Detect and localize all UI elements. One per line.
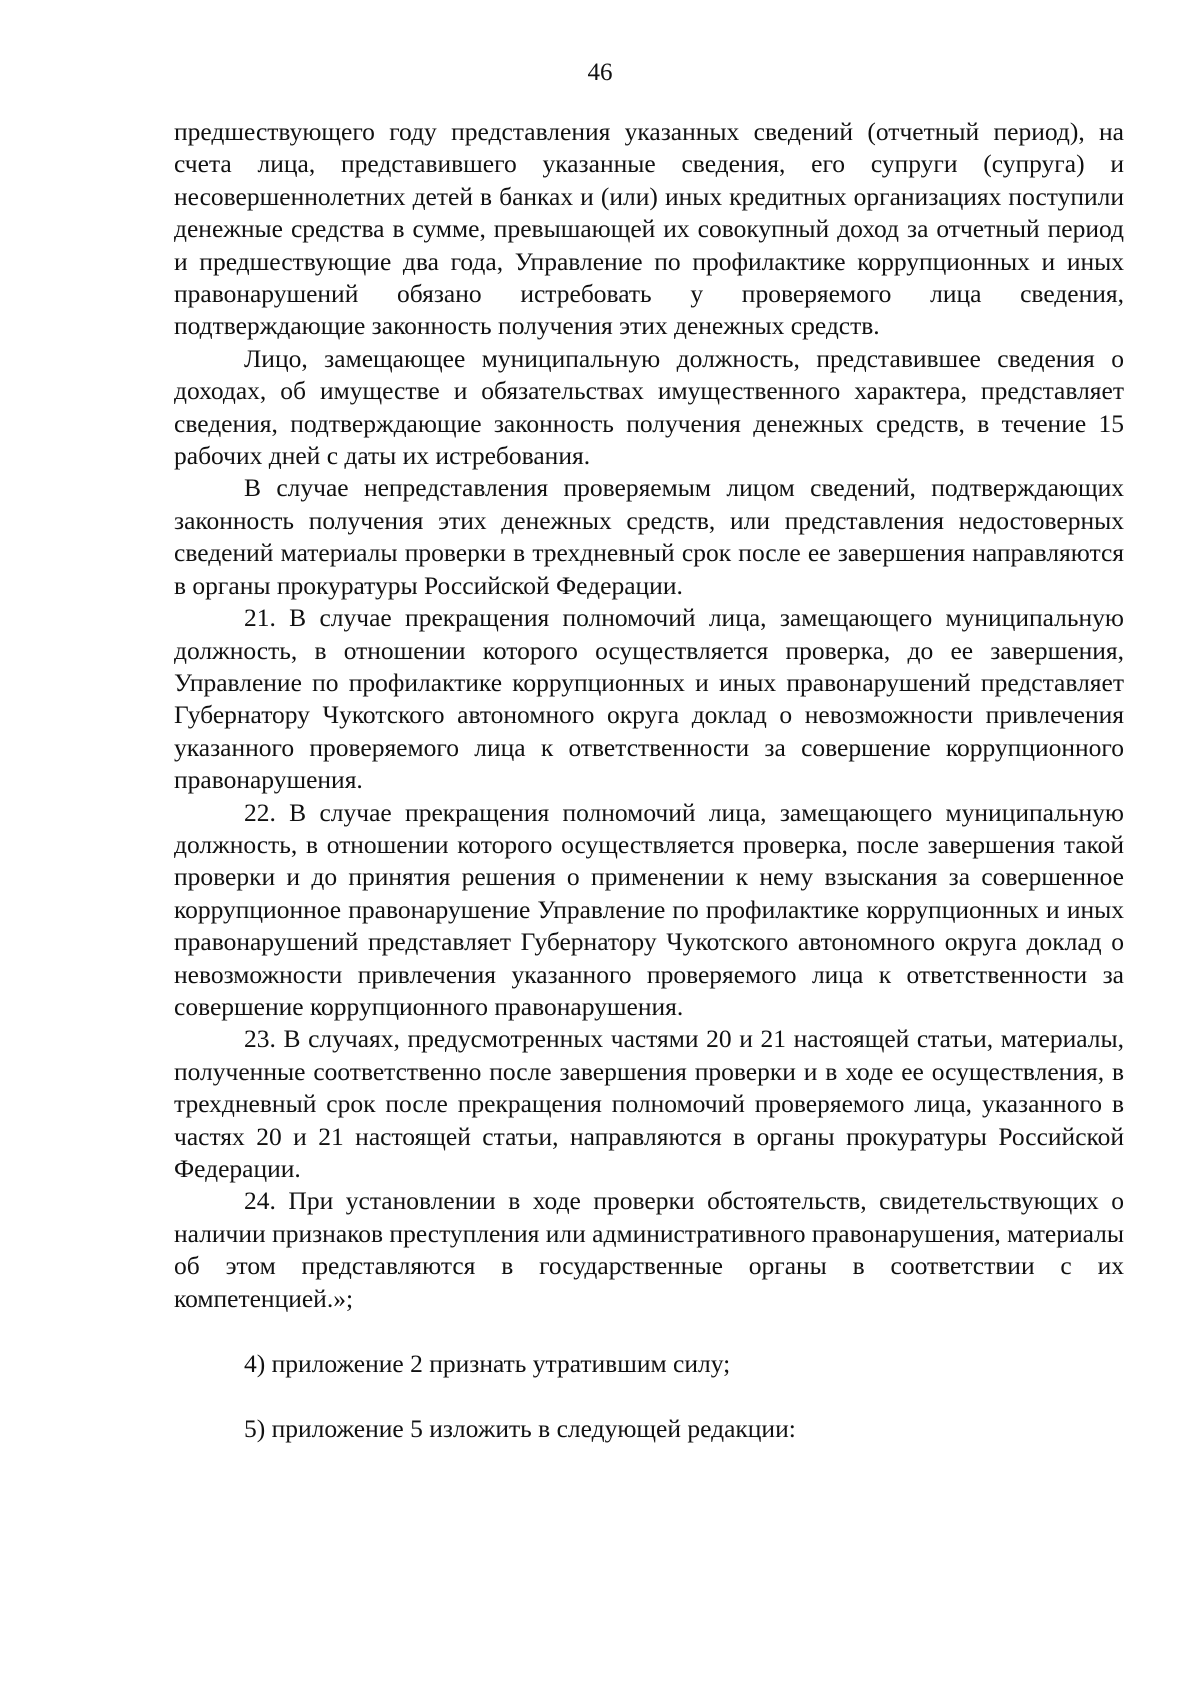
paragraph-item-4: 4) приложение 2 признать утратившим силу;: [244, 1349, 731, 1379]
paragraph-clause-24: 24. При установлении в ходе проверки обстоятельств, свидетельствующих о наличии признаков преступления или административного правонарушения, материалы об этом представляются в государственные органы в соответствии с их компетенцией.»;: [174, 1186, 1124, 1313]
page-number: 46: [587, 59, 613, 86]
paragraph-continuation: предшествующего году представления указанных сведений (отчетный период), на счета лица, представившего указанные сведения, его супруги (супруга) и несовершеннолетних детей в банках и (или) иных кредитных организациях поступили денежные средства в сумме, превышающей их совокупный доход за отчетный период и предшествующие два года, Управление по профилактике коррупционных и иных правонарушений обязано истребовать у проверяемого лица сведения, подтверждающие законность получения этих денежных средств.: [174, 117, 1124, 341]
paragraph-income-confirmation: Лицо, замещающее муниципальную должность, представившее сведения о доходах, об имуществе и обязательствах имущественного характера, представляет сведения, подтверждающие законность получения денежных средств, в течение 15 рабочих дней с даты их истребования.: [174, 343, 1124, 471]
document-body: [174, 116, 1124, 1446]
paragraph-clause-23: 23. В случаях, предусмотренных частями 20 и 21 настоящей статьи, материалы, полученные соответственно после завершения проверки и в ходе ее осуществления, в трехдневный срок после прекращения полномочий проверяемого лица, указанного в частях 20 и 21 настоящей статьи, направляются в органы прокуратуры Российской Федерации.: [174, 1024, 1124, 1183]
paragraph-clause-22: 22. В случае прекращения полномочий лица, замещающего муниципальную должность, в отношении которого осуществляется проверка, после завершения такой проверки и до принятия решения о применении к нему взыскания за совершенное коррупционное правонарушение Управление по профилактике коррупционных и иных правонарушений представляет Губернатору Чукотского автономного округа доклад о невозможности привлечения указанного проверяемого лица к ответственности за совершение коррупционного правонарушения.: [174, 797, 1124, 1021]
paragraph-item-5: 5) приложение 5 изложить в следующей редакции:: [244, 1414, 796, 1444]
paragraph-non-submission: В случае непредставления проверяемым лицом сведений, подтверждающих законность получения этих денежных средств, или представления недостоверных сведений материалы проверки в трехдневный срок после ее завершения направляются в органы прокуратуры Российской Федерации.: [174, 473, 1124, 600]
paragraph-clause-21: 21. В случае прекращения полномочий лица, замещающего муниципальную должность, в отношении которого осуществляется проверка, до ее завершения, Управление по профилактике коррупционных и иных правонарушений представляет Губернатору Чукотского автономного округа доклад о невозможности привлечения указанного проверяемого лица к ответственности за совершение коррупционного правонарушения.: [174, 603, 1124, 795]
